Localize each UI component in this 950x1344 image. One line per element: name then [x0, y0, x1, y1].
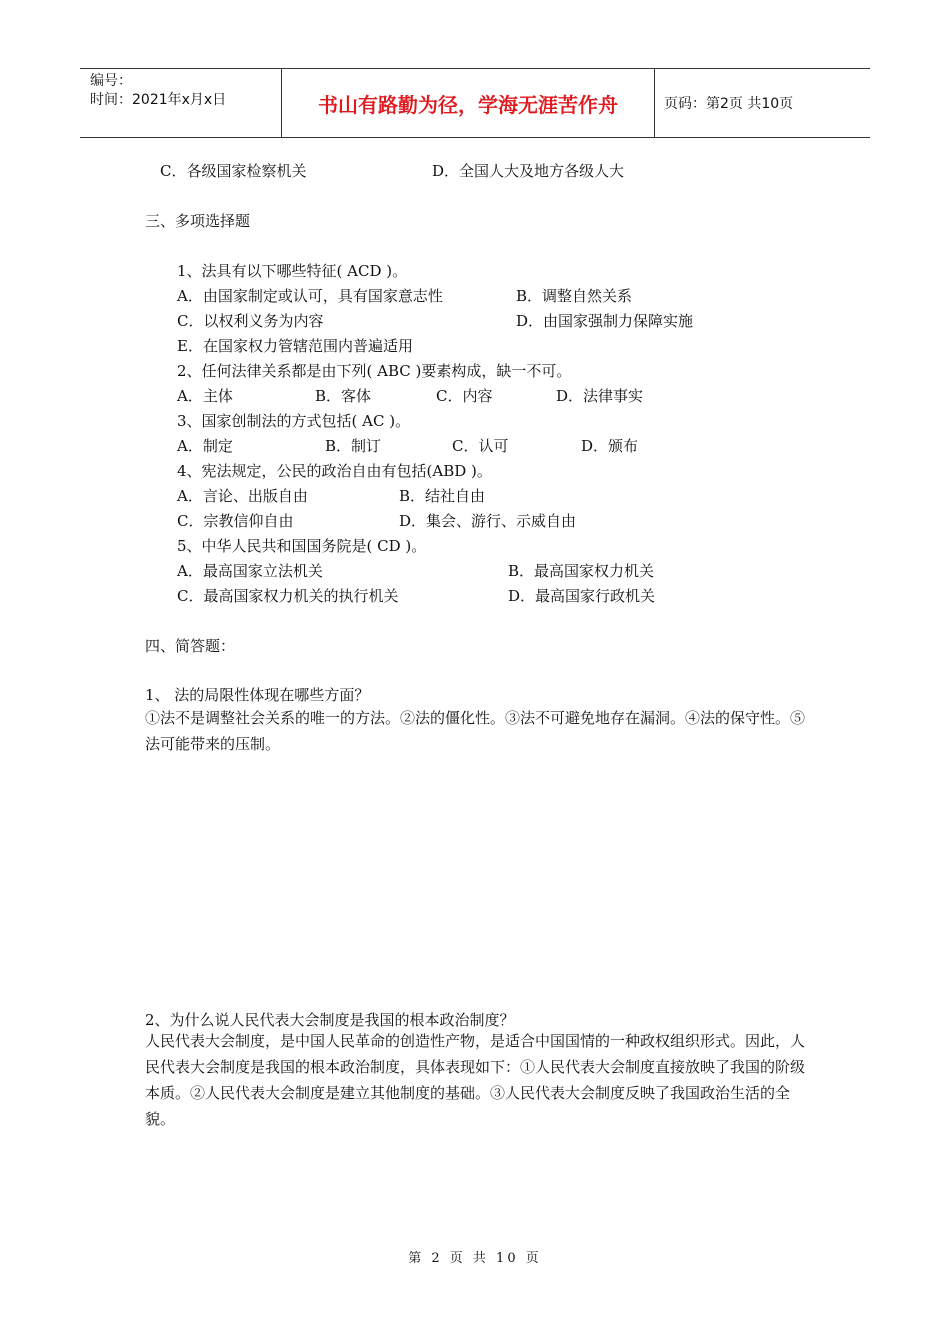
date-label: 时间：2021年x月x日	[90, 92, 227, 108]
option-c: C．宗教信仰自由	[177, 512, 294, 530]
option-b: B．客体	[315, 387, 372, 405]
number-label: 编号：	[90, 73, 132, 89]
header-motto-cell	[282, 69, 655, 137]
option-a: A．制定	[177, 437, 233, 455]
option-c: C．内容	[436, 387, 493, 405]
option-a: A．言论、出版自由	[177, 487, 308, 505]
question-text: 2、任何法律关系都是由下列( ABC )要素构成，缺一不可。	[177, 362, 572, 380]
short-answer-text: 人民代表大会制度，是中国人民革命的创造性产物，是适合中国国情的一种政权组织形式。因此，人民代表大会制度是我国的根本政治制度，具体表现如下：①人民代表大会制度直接放映了我国的阶级本质。②人民代表大会制度是建立其他制度的基础。③人民代表大会制度反映了我国政治生活的全貌。	[145, 1032, 806, 1128]
short-answer-question: 2、为什么说人民代表大会制度是我国的根本政治制度？	[145, 1011, 515, 1029]
option-c: C．最高国家权力机关的执行机关	[177, 587, 399, 605]
carry-option-d: D．全国人大及地方各级人大	[432, 162, 625, 180]
option-a: A．最高国家立法机关	[177, 562, 323, 580]
motto: 书山有路勤为径，学海无涯苦作舟	[318, 92, 618, 117]
carry-option-c: C．各级国家检察机关	[160, 162, 307, 180]
footer-page-number: 第 2 页 共 10 页	[408, 1251, 542, 1266]
question-text: 4、宪法规定，公民的政治自由有包括(ABD )。	[177, 462, 492, 480]
header-info-cell	[80, 69, 282, 137]
question-text: 5、中华人民共和国国务院是( CD )。	[177, 537, 427, 555]
option-d: D．由国家强制力保障实施	[516, 312, 694, 330]
option-e: E．在国家权力管辖范围内普遍适用	[177, 337, 413, 355]
page-footer	[0, 1247, 950, 1266]
option-d: D．集会、游行、示威自由	[399, 512, 577, 530]
option-d: D．最高国家行政机关	[508, 587, 656, 605]
question-text: 3、国家创制法的方式包括( AC )。	[177, 412, 411, 430]
option-d: D．颁布	[581, 437, 639, 455]
option-d: D．法律事实	[556, 387, 644, 405]
option-a: A．主体	[177, 387, 233, 405]
option-a: A．由国家制定或认可，具有国家意志性	[177, 287, 443, 305]
short-answer-text: ①法不是调整社会关系的唯一的方法。②法的僵化性。③法不可避免地存在漏洞。④法的保守性。⑤法可能带来的压制。	[145, 709, 806, 753]
option-b: B．制订	[325, 437, 382, 455]
question-text: 1、法具有以下哪些特征( ACD )。	[177, 262, 408, 280]
option-b: B．结社自由	[399, 487, 486, 505]
option-b: B．调整自然关系	[516, 287, 633, 305]
option-b: B．最高国家权力机关	[508, 562, 655, 580]
option-c: C．认可	[452, 437, 509, 455]
short-answer-question: 1、 法的局限性体现在哪些方面？	[145, 686, 370, 704]
section-title: 四、简答题：	[145, 637, 236, 655]
header-table	[80, 68, 870, 138]
option-c: C．以权利义务为内容	[177, 312, 324, 330]
header-page-cell	[655, 69, 870, 137]
page-info: 页码：第2页 共10页	[664, 96, 794, 112]
section-title: 三、多项选择题	[145, 212, 251, 230]
